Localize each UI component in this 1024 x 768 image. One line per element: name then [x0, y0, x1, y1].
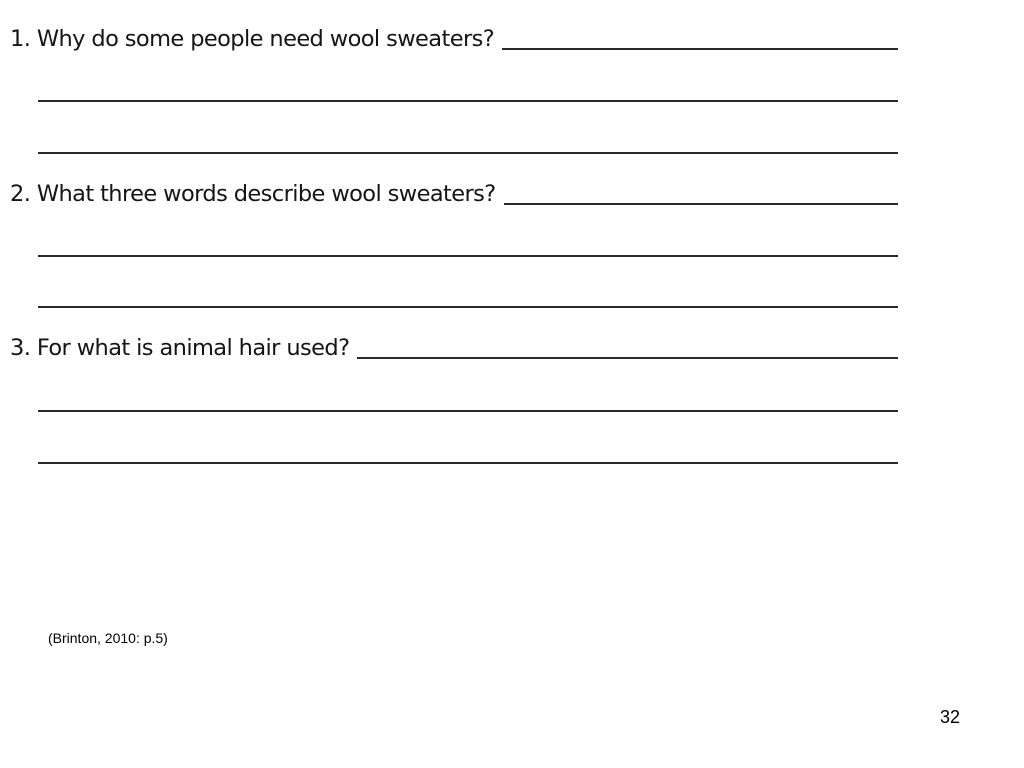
- question-1-answer-line-2: [38, 100, 898, 102]
- question-1-answer-line: [502, 48, 898, 50]
- question-2-answer-line-3: [38, 306, 898, 308]
- question-2: [10, 174, 898, 208]
- question-3-answer-line: [357, 357, 898, 359]
- question-3: [10, 328, 898, 362]
- citation: (Brinton, 2010: p.5): [48, 630, 168, 646]
- question-1-text: 1. Why do some people need wool sweaters?: [10, 25, 495, 52]
- question-3-answer-line-3: [38, 462, 898, 464]
- question-1-answer-line-3: [38, 152, 898, 154]
- question-3-answer-line-2: [38, 410, 898, 412]
- question-1: [10, 19, 898, 53]
- question-2-answer-line-2: [38, 255, 898, 257]
- page-number: 32: [940, 707, 961, 727]
- question-2-answer-line: [504, 203, 898, 205]
- question-3-text: 3. For what is animal hair used?: [10, 334, 350, 361]
- question-2-text: 2. What three words describe wool sweaters?: [10, 180, 496, 207]
